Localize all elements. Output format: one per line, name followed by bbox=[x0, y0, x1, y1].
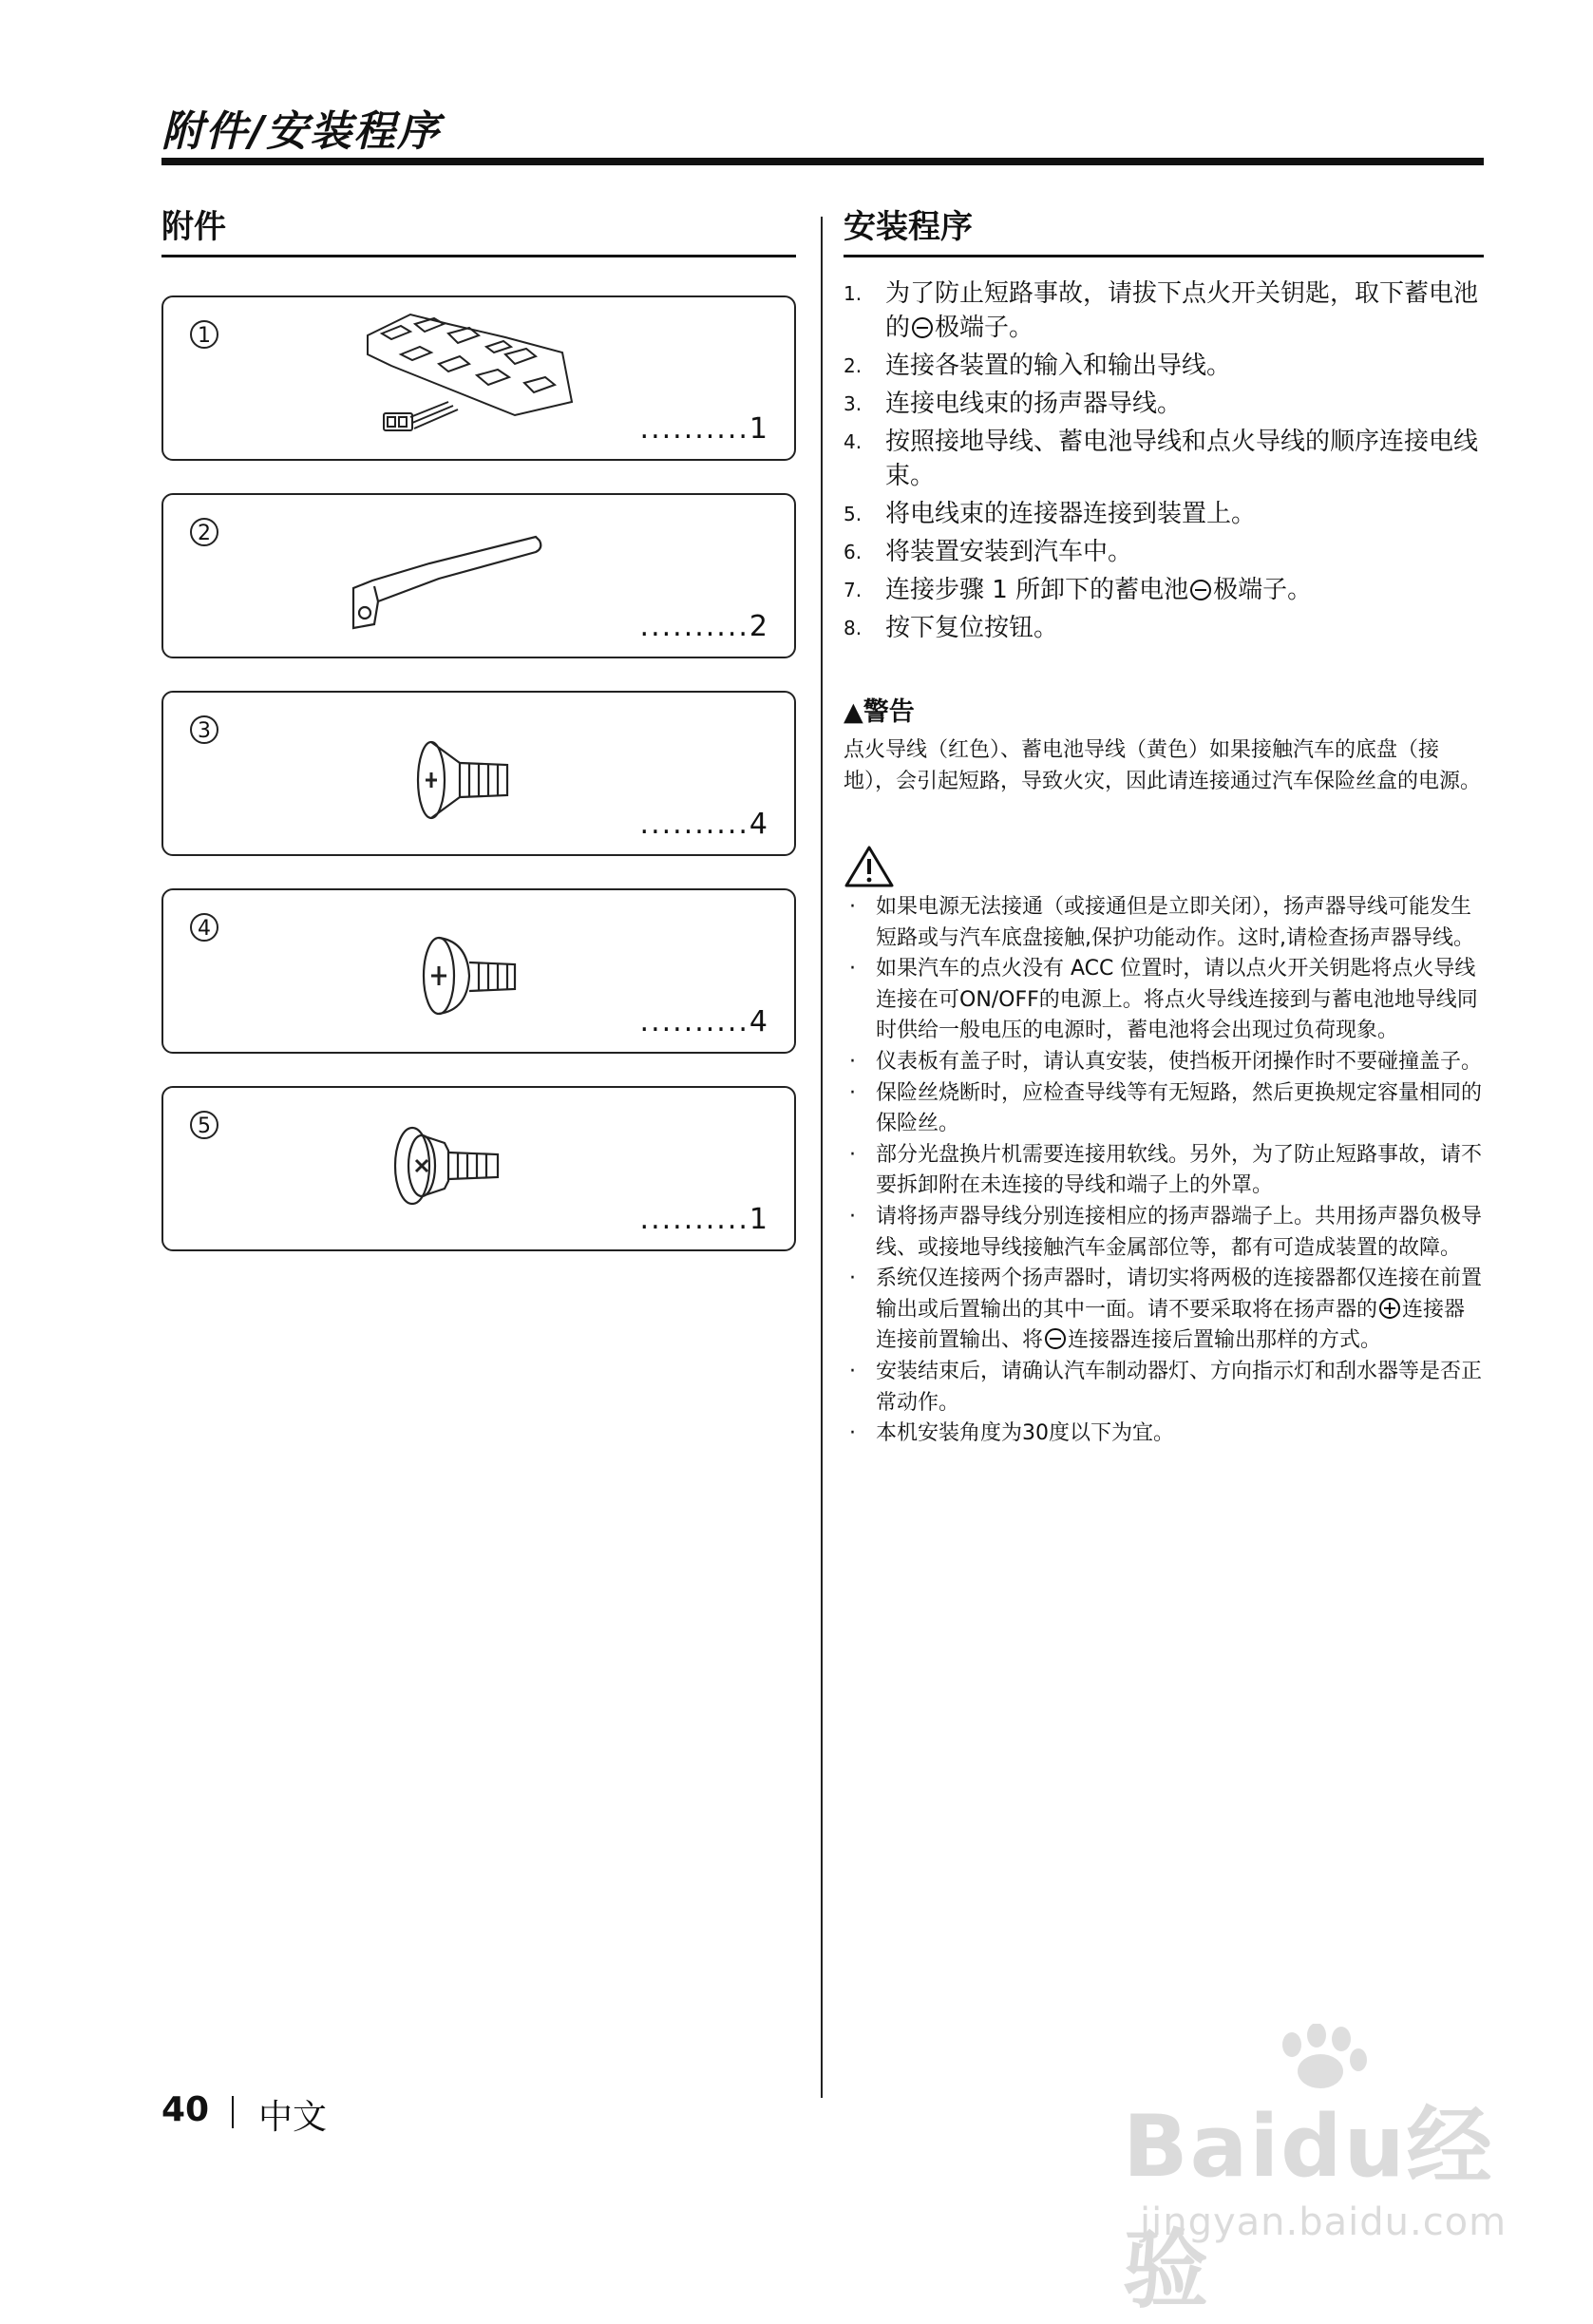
watermark-url: jingyan.baidu.com bbox=[1140, 2200, 1508, 2244]
watermark-logo: Baidu经验 bbox=[1123, 2097, 1494, 2320]
step-number: 5. bbox=[844, 503, 863, 525]
step-number: 7. bbox=[844, 579, 863, 601]
caution-triangle-icon bbox=[844, 845, 895, 888]
item-number: 5 bbox=[190, 1111, 218, 1139]
caution-list bbox=[844, 892, 1484, 1450]
step-number: 3. bbox=[844, 392, 863, 415]
caution-text: 如果汽车的点火没有 ACC 位置时，请以点火开关钥匙将点火导线连接在可ON/OFF的电源上。将点火导线连接到与蓄电池地导线同时供给一般电压的电源时，蓄电池将会出现过负荷现象。 bbox=[876, 957, 1478, 1043]
step-text: 连接电线束的扬声器导线。 bbox=[885, 390, 1183, 418]
bullet: · bbox=[849, 1142, 856, 1167]
list-item bbox=[844, 1140, 1484, 1202]
list-item bbox=[844, 611, 1484, 645]
installation-heading: 安装程序 bbox=[844, 200, 1484, 257]
item-number: 3 bbox=[190, 715, 218, 744]
caution-text: 本机安装角度为30度以下为宜。 bbox=[876, 1421, 1174, 1446]
bullet: · bbox=[849, 1080, 856, 1105]
bullet: · bbox=[849, 1204, 856, 1229]
accessories-section bbox=[161, 200, 796, 1251]
list-item bbox=[844, 1047, 1484, 1078]
list-item bbox=[844, 1202, 1484, 1264]
list-item bbox=[844, 276, 1484, 345]
step-text: 极端子。 bbox=[935, 314, 1034, 342]
accessories-heading: 附件 bbox=[161, 200, 796, 257]
item-quantity: ..........1 bbox=[639, 412, 769, 446]
bullet: · bbox=[849, 1421, 856, 1446]
step-number: 1. bbox=[844, 282, 863, 305]
list-item bbox=[844, 573, 1484, 607]
caution-text: 部分光盘换片机需要连接用软线。另外，为了防止短路事故，请不要拆卸附在未连接的导线和端子上的外罩。 bbox=[876, 1142, 1483, 1198]
list-item bbox=[844, 497, 1484, 531]
warning-body: 点火导线（红色）、蓄电池导线（黄色）如果接触汽车的底盘（接地），会引起短路，导致火灾，因此请连接通过汽车保险丝盒的电源。 bbox=[844, 738, 1482, 793]
step-text: 连接步骤 1 所卸下的蓄电池 bbox=[885, 576, 1189, 604]
minus-terminal-icon bbox=[1190, 580, 1211, 600]
step-number: 6. bbox=[844, 541, 863, 563]
step-number: 4. bbox=[844, 430, 863, 453]
item-number: 1 bbox=[190, 320, 218, 349]
step-number: 2. bbox=[844, 354, 863, 377]
page-number: 40 bbox=[161, 2090, 210, 2129]
step-text: 按下复位按钮。 bbox=[885, 614, 1059, 642]
accessory-item bbox=[161, 493, 796, 658]
bullet: · bbox=[849, 1267, 856, 1291]
caution-text: 保险丝烧断时，应检查导线等有无短路，然后更换规定容量相同的保险丝。 bbox=[876, 1080, 1483, 1136]
list-item bbox=[844, 892, 1484, 954]
item-quantity: ..........1 bbox=[639, 1203, 769, 1236]
step-text: 将装置安装到汽车中。 bbox=[885, 538, 1133, 566]
bullet: · bbox=[849, 895, 856, 919]
step-text: 连接各装置的输入和输出导线。 bbox=[885, 352, 1232, 380]
footer-separator bbox=[232, 2096, 234, 2128]
caution-text: 仪表板有盖子时，请认真安装，使挡板开闭操作时不要碰撞盖子。 bbox=[876, 1049, 1483, 1074]
step-text: 将电线束的连接器连接到装置上。 bbox=[885, 500, 1257, 528]
warning-title-text: 警告 bbox=[863, 697, 915, 727]
step-text: 为了防止短路事故，请拔下点火开关钥匙，取下蓄电池的 bbox=[885, 279, 1479, 342]
title-rule bbox=[161, 158, 1484, 165]
caution-text: 如果电源无法接通（或接通但是立即关闭），扬声器导线可能发生短路或与汽车底盘接触,保护功能动作。这时,请检查扬声器导线。 bbox=[876, 895, 1474, 950]
item-number: 4 bbox=[190, 913, 218, 942]
accessory-item bbox=[161, 888, 796, 1054]
list-item bbox=[844, 387, 1484, 421]
column-divider bbox=[821, 217, 823, 2098]
page-language: 中文 bbox=[258, 2098, 328, 2137]
installation-steps bbox=[844, 276, 1484, 645]
list-item bbox=[844, 425, 1484, 493]
bullet: · bbox=[849, 1049, 856, 1074]
bullet: · bbox=[849, 1359, 856, 1383]
accessory-item bbox=[161, 691, 796, 856]
list-item bbox=[844, 1419, 1484, 1450]
caution-text: 连接器连接后置输出那样的方式。 bbox=[1068, 1328, 1382, 1353]
minus-terminal-icon bbox=[912, 317, 933, 338]
accessory-item bbox=[161, 1086, 796, 1251]
caution-text: 安装结束后，请确认汽车制动器灯、方向指示灯和刮水器等是否正常动作。 bbox=[876, 1359, 1483, 1415]
plus-terminal-icon bbox=[1379, 1298, 1400, 1319]
list-item bbox=[844, 349, 1484, 383]
bullet: · bbox=[849, 957, 856, 981]
list-item bbox=[844, 954, 1484, 1047]
minus-terminal-icon bbox=[1045, 1328, 1066, 1349]
item-number: 2 bbox=[190, 518, 218, 546]
item-quantity: ..........2 bbox=[639, 610, 769, 643]
item-quantity: ..........4 bbox=[639, 1005, 769, 1038]
warning-triangle-icon: ▲ bbox=[844, 697, 863, 727]
caution-text: 系统仅连接两个扬声器时，请切实将两极的连接器都仅连接在前置输出或后置输出的其中一面。请不要采取将在扬声器的 bbox=[876, 1267, 1483, 1322]
warning-title bbox=[844, 695, 1484, 731]
item-quantity: ..........4 bbox=[639, 808, 769, 841]
caution-text: 请将扬声器导线分别连接相应的扬声器端子上。共用扬声器负极导线、或接地导线接触汽车金属部位等，都有可造成装置的故障。 bbox=[876, 1204, 1483, 1260]
list-item bbox=[844, 1078, 1484, 1140]
step-text: 极端子。 bbox=[1213, 576, 1313, 604]
caution-text: 连接器连接前置输出、将 bbox=[876, 1297, 1466, 1353]
list-item bbox=[844, 1264, 1484, 1357]
step-number: 8. bbox=[844, 617, 863, 639]
list-item bbox=[844, 1357, 1484, 1419]
page-title: 附件/安装程序 bbox=[161, 107, 442, 156]
installation-section bbox=[844, 200, 1484, 1450]
list-item bbox=[844, 535, 1484, 569]
watermark bbox=[1121, 2024, 1508, 2320]
step-text: 按照接地导线、蓄电池导线和点火导线的顺序连接电线束。 bbox=[885, 428, 1479, 490]
accessory-item bbox=[161, 295, 796, 461]
